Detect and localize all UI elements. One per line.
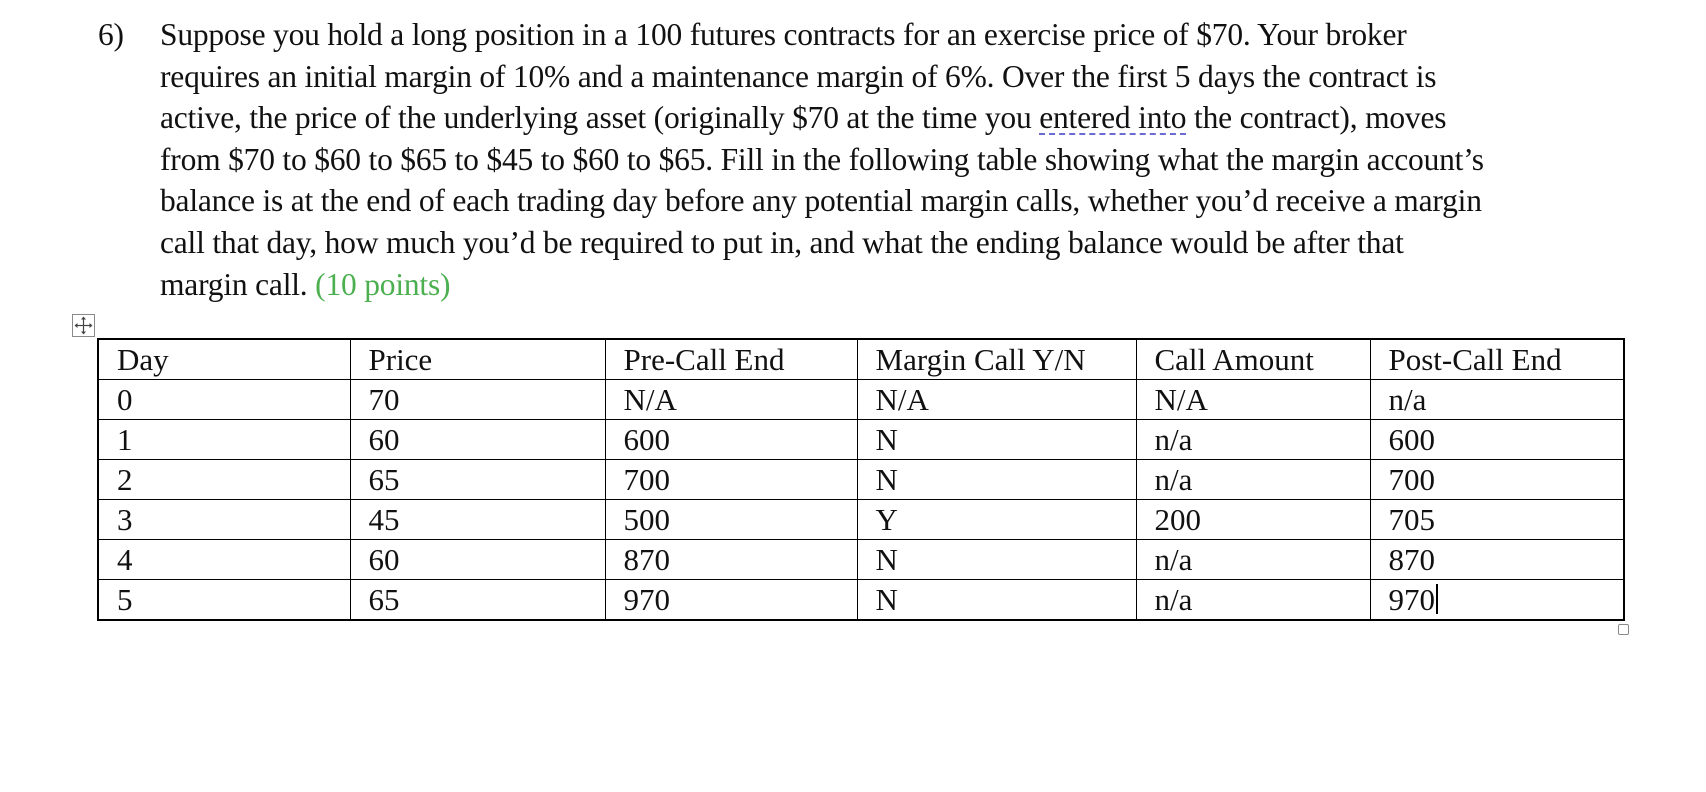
- header-cell-price[interactable]: Price: [350, 339, 605, 380]
- table-cell[interactable]: 2: [98, 460, 350, 500]
- margin-account-table: [97, 338, 1625, 621]
- table-cell[interactable]: N/A: [605, 380, 857, 420]
- text-cursor: [1436, 584, 1438, 614]
- points-label: (10 points): [315, 266, 451, 302]
- table-header-row: [98, 339, 1624, 380]
- table-cell[interactable]: N: [857, 580, 1136, 621]
- table-cell[interactable]: 600: [605, 420, 857, 460]
- table-cell[interactable]: 700: [605, 460, 857, 500]
- table-cell[interactable]: 65: [350, 580, 605, 621]
- question-line: [160, 97, 1638, 139]
- table-cell[interactable]: n/a: [1136, 540, 1370, 580]
- question-line: [160, 264, 1638, 306]
- question-line: from $70 to $60 to $65 to $45 to $60 to $65. Fill in the following table showing what the margin account’s: [160, 141, 1484, 177]
- table-row: [98, 580, 1624, 621]
- question-line: Suppose you hold a long position in a 100 futures contracts for an exercise price of $70. Your broker: [160, 17, 1407, 52]
- question-line: requires an initial margin of 10% and a maintenance margin of 6%. Over the first 5 days the contract is: [160, 58, 1437, 94]
- header-cell-pre-call-end[interactable]: Pre-Call End: [605, 339, 857, 380]
- table-cell-text: 970: [1388, 582, 1435, 617]
- question-line: balance is at the end of each trading day before any potential margin calls, whether you’d receive a margin: [160, 183, 1482, 219]
- table-cell[interactable]: n/a: [1370, 380, 1624, 420]
- table-cell[interactable]: n/a: [1136, 580, 1370, 621]
- table-cell[interactable]: N/A: [1136, 380, 1370, 420]
- table-cell[interactable]: 970: [605, 580, 857, 621]
- resize-handle-icon[interactable]: [1618, 624, 1629, 635]
- table-cell[interactable]: 45: [350, 500, 605, 540]
- grammar-flagged-phrase[interactable]: entered into: [1039, 100, 1187, 136]
- table-cell[interactable]: 600: [1370, 420, 1624, 460]
- table-cell[interactable]: 870: [605, 540, 857, 580]
- table-cell[interactable]: n/a: [1136, 420, 1370, 460]
- table-cell[interactable]: 3: [98, 500, 350, 540]
- table-cell[interactable]: 1: [98, 420, 350, 460]
- header-cell-margin-call[interactable]: Margin Call Y/N: [857, 339, 1136, 380]
- table-cell[interactable]: Y: [857, 500, 1136, 540]
- table-cell[interactable]: 60: [350, 420, 605, 460]
- question-number: 6): [98, 17, 124, 52]
- table-cell[interactable]: 60: [350, 540, 605, 580]
- table-cell[interactable]: N: [857, 540, 1136, 580]
- table-row: [98, 460, 1624, 500]
- table-cell-active[interactable]: [1370, 580, 1624, 621]
- table-cell[interactable]: 70: [350, 380, 605, 420]
- header-cell-post-call-end[interactable]: Post-Call End: [1370, 339, 1624, 380]
- table-cell[interactable]: 4: [98, 540, 350, 580]
- table-row: [98, 420, 1624, 460]
- table-cell[interactable]: N/A: [857, 380, 1136, 420]
- question-text[interactable]: [160, 14, 1638, 305]
- table-cell[interactable]: 870: [1370, 540, 1624, 580]
- table-row: [98, 380, 1624, 420]
- table-row: [98, 540, 1624, 580]
- question-line-segment: the contract), moves: [1186, 100, 1447, 136]
- table-cell[interactable]: N: [857, 420, 1136, 460]
- table-cell[interactable]: N: [857, 460, 1136, 500]
- table-cell[interactable]: 0: [98, 380, 350, 420]
- question-line-segment: active, the price of the underlying asset (originally $70 at the time you: [160, 100, 1040, 136]
- table-move-handle[interactable]: [72, 314, 95, 337]
- table-row: [98, 500, 1624, 540]
- table-cell[interactable]: 700: [1370, 460, 1624, 500]
- table-cell[interactable]: n/a: [1136, 460, 1370, 500]
- table-cell[interactable]: 705: [1370, 500, 1624, 540]
- header-cell-call-amount[interactable]: Call Amount: [1136, 339, 1370, 380]
- header-cell-day[interactable]: Day: [98, 339, 350, 380]
- question-line: call that day, how much you’d be required to put in, and what the ending balance would be after that: [160, 224, 1404, 260]
- question-line-segment: margin call.: [160, 266, 316, 302]
- table-cell[interactable]: 200: [1136, 500, 1370, 540]
- table-cell[interactable]: 5: [98, 580, 350, 621]
- table-cell[interactable]: 500: [605, 500, 857, 540]
- table-cell[interactable]: 65: [350, 460, 605, 500]
- move-arrows-icon: [73, 315, 94, 336]
